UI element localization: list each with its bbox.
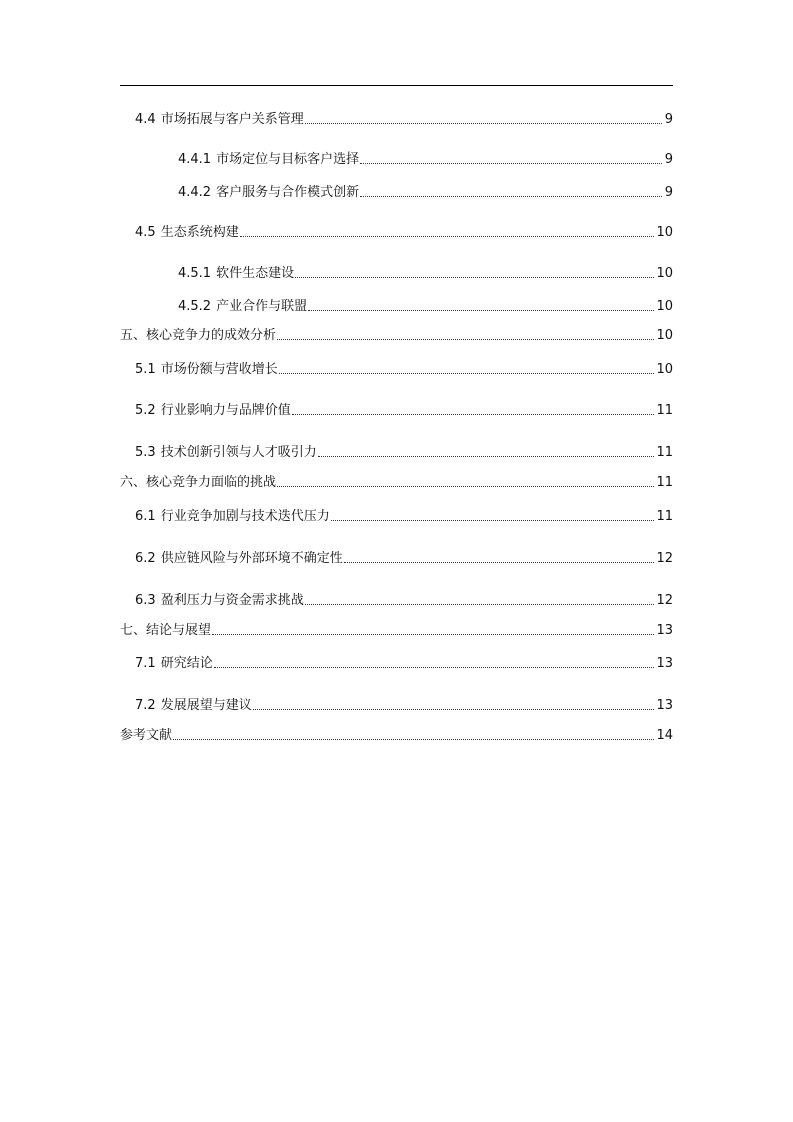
toc-title: 软件生态建设	[216, 266, 295, 281]
toc-entry-5-1[interactable]	[135, 358, 673, 378]
toc-page-number: 11	[656, 445, 673, 460]
toc-leader-dots	[308, 310, 654, 311]
toc-page-number: 11	[656, 403, 673, 418]
toc-entry-6-3[interactable]	[135, 589, 673, 609]
toc-title: 七、结论与展望	[120, 623, 212, 638]
toc-page-number: 13	[656, 656, 673, 671]
toc-title: 客户服务与合作模式创新	[216, 185, 360, 200]
toc-entry-4-4-1[interactable]	[178, 148, 673, 168]
toc-leader-dots	[305, 123, 662, 124]
toc-title: 研究结论	[160, 656, 213, 671]
toc-entry-references[interactable]	[120, 724, 673, 744]
toc-leader-dots	[212, 634, 654, 635]
toc-leader-dots	[360, 196, 662, 197]
toc-title: 发展展望与建议	[160, 698, 252, 713]
toc-leader-dots	[173, 739, 654, 740]
toc-page-number: 14	[656, 728, 673, 743]
toc-page-number: 11	[656, 509, 673, 524]
toc-number: 7.2	[135, 698, 156, 713]
toc-title: 六、核心竞争力面临的挑战	[120, 475, 277, 490]
toc-entry-5-2[interactable]	[135, 399, 673, 419]
toc-title: 行业影响力与品牌价值	[160, 403, 291, 418]
toc-number: 4.5	[135, 225, 156, 240]
toc-title: 技术创新引领与人才吸引力	[160, 445, 317, 460]
toc-title: 市场定位与目标客户选择	[216, 152, 360, 167]
toc-number: 5.3	[135, 445, 156, 460]
toc-title: 市场份额与营收增长	[160, 362, 278, 377]
toc-entry-chapter-7[interactable]	[120, 619, 673, 639]
toc-number: 5.2	[135, 403, 156, 418]
toc-entry-5-3[interactable]	[135, 441, 673, 461]
toc-title: 五、核心竞争力的成效分析	[120, 328, 277, 343]
toc-entry-chapter-5[interactable]	[120, 324, 673, 344]
toc-entry-6-1[interactable]	[135, 505, 673, 525]
toc-page-number: 9	[664, 185, 673, 200]
toc-leader-dots	[253, 709, 655, 710]
toc-leader-dots	[277, 486, 654, 487]
toc-page-number: 11	[656, 475, 673, 490]
toc-title: 行业竞争加剧与技术迭代压力	[160, 509, 330, 524]
toc-entry-4-5-1[interactable]	[178, 262, 673, 282]
toc-number: 5.1	[135, 362, 156, 377]
toc-leader-dots	[305, 604, 655, 605]
toc-leader-dots	[360, 163, 662, 164]
toc-number: 6.3	[135, 593, 156, 608]
toc-number: 7.1	[135, 656, 156, 671]
toc-page-number: 9	[664, 112, 673, 127]
toc-number: 6.2	[135, 551, 156, 566]
toc-page-number: 10	[656, 328, 673, 343]
toc-page-number: 10	[656, 299, 673, 314]
toc-number: 6.1	[135, 509, 156, 524]
toc-number: 4.4.2	[178, 185, 212, 200]
toc-page-number: 13	[656, 623, 673, 638]
toc-entry-4-4-2[interactable]	[178, 181, 673, 201]
toc-leader-dots	[292, 414, 655, 415]
toc-title: 产业合作与联盟	[216, 299, 308, 314]
toc-page-number: 10	[656, 362, 673, 377]
toc-page-number: 13	[656, 698, 673, 713]
toc-page-number: 12	[656, 593, 673, 608]
toc-leader-dots	[277, 339, 654, 340]
toc-leader-dots	[318, 456, 655, 457]
toc-number: 4.5.2	[178, 299, 212, 314]
toc-page-number: 9	[664, 152, 673, 167]
toc-title: 市场拓展与客户关系管理	[160, 112, 304, 127]
toc-entry-7-2[interactable]	[135, 694, 673, 714]
header-rule	[120, 85, 673, 86]
toc-entry-7-1[interactable]	[135, 652, 673, 672]
toc-page-number: 10	[656, 266, 673, 281]
toc-number: 4.5.1	[178, 266, 212, 281]
toc-leader-dots	[331, 520, 655, 521]
toc-entry-chapter-6[interactable]	[120, 471, 673, 491]
toc-leader-dots	[214, 667, 655, 668]
toc-title: 盈利压力与资金需求挑战	[160, 593, 304, 608]
toc-entry-4-4[interactable]	[135, 108, 673, 128]
toc-entry-6-2[interactable]	[135, 547, 673, 567]
toc-title: 供应链风险与外部环境不确定性	[160, 551, 343, 566]
toc-leader-dots	[295, 277, 654, 278]
toc-page-number: 12	[656, 551, 673, 566]
toc-title: 生态系统构建	[160, 225, 239, 240]
toc-leader-dots	[344, 562, 655, 563]
toc-entry-4-5[interactable]	[135, 221, 673, 241]
toc-title: 参考文献	[120, 728, 173, 743]
toc-entry-4-5-2[interactable]	[178, 295, 673, 315]
toc-number: 4.4	[135, 112, 156, 127]
toc-leader-dots	[240, 236, 655, 237]
toc-number: 4.4.1	[178, 152, 212, 167]
toc-page-number: 10	[656, 225, 673, 240]
toc-leader-dots	[279, 373, 655, 374]
